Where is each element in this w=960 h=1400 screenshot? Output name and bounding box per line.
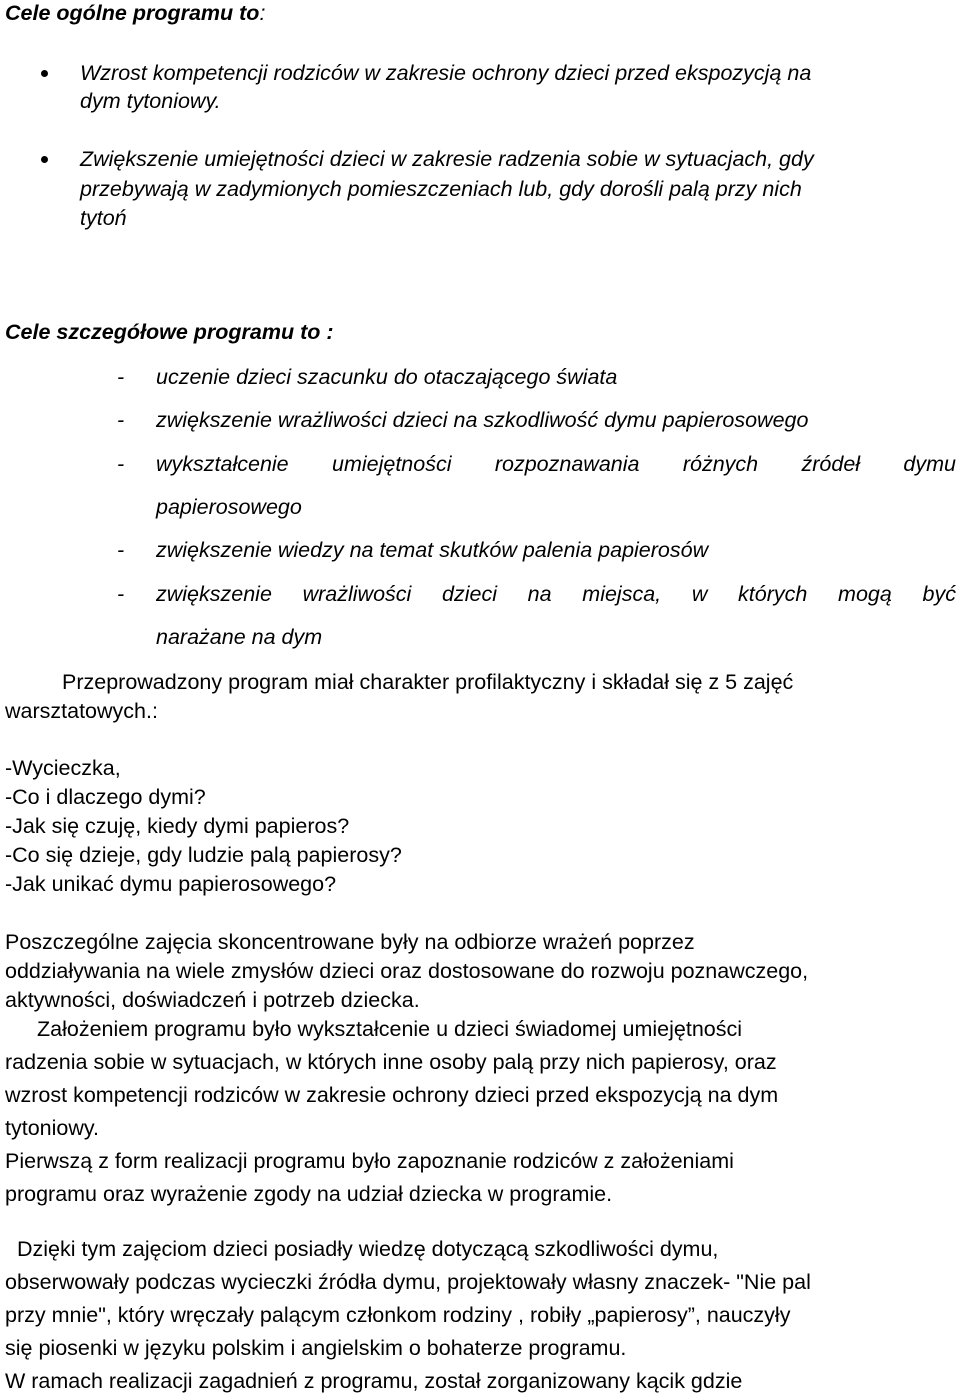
bullet-icon — [41, 70, 48, 77]
specific-goal-3-line-1: wykształcenie umiejętności rozpoznawania różnych źródeł dymu — [156, 452, 956, 476]
paragraph-2-line-4: tytoniowy. — [5, 1116, 99, 1140]
specific-goal-5-line-2: narażane na dym — [156, 625, 323, 649]
list-dash: - — [117, 452, 125, 476]
paragraph-3-line-1: Pierwszą z form realizacji programu było zapoznanie rodziców z założeniami — [5, 1149, 734, 1173]
specific-goal-2: zwiększenie wrażliwości dzieci na szkodliwość dymu papierosowego — [156, 408, 809, 432]
list-dash: - — [117, 365, 125, 389]
paragraph-5-line-1: W ramach realizacji zagadnień z programu, został zorganizowany kącik gdzie — [5, 1369, 743, 1393]
specific-goal-3-line-2: papierosowego — [156, 495, 302, 519]
specific-goal-5-line-1: zwiększenie wrażliwości dzieci na miejsca, w których mogą być — [156, 582, 956, 606]
paragraph-1-line-2: oddziaływania na wiele zmysłów dzieci oraz dostosowane do rozwoju poznawczego, — [5, 959, 809, 983]
paragraph-2-line-2: radzenia sobie w sytuacjach, w których inne osoby palą przy nich papierosy, oraz — [5, 1050, 777, 1074]
paragraph-4-line-4: się piosenki w języku polskim i angielskim o bohaterze programu. — [5, 1336, 627, 1360]
paragraph-4-line-3: przy mnie", który wręczały palącym członkom rodziny , robiły „papierosy”, nauczyły — [5, 1303, 791, 1327]
paragraph-2-line-1: Założeniem programu było wykształcenie u dzieci świadomej umiejętności — [37, 1017, 743, 1041]
program-intro-line-1: Przeprowadzony program miał charakter profilaktyczny i składał się z 5 zajęć — [62, 670, 794, 694]
session-item: -Jak się czuję, kiedy dymi papieros? — [5, 814, 350, 838]
list-dash: - — [117, 582, 125, 606]
paragraph-1-line-3: aktywności, doświadczeń i potrzeb dziecka. — [5, 988, 420, 1012]
paragraph-2-line-3: wzrost kompetencji rodziców w zakresie ochrony dzieci przed ekspozycją na dym — [5, 1083, 779, 1107]
general-goal-2-line-1: Zwiększenie umiejętności dzieci w zakresie radzenia sobie w sytuacjach, gdy — [80, 147, 814, 171]
list-dash: - — [117, 538, 125, 562]
general-goals-heading: Cele ogólne programu to: — [5, 1, 266, 25]
general-goal-2-line-3: tytoń — [80, 206, 127, 230]
general-goal-2-line-2: przebywają w zadymionych pomieszczeniach lub, gdy dorośli palą przy nich — [80, 177, 802, 201]
general-goal-1-line-1: Wzrost kompetencji rodziców w zakresie ochrony dzieci przed ekspozycją na — [80, 61, 812, 85]
session-item: -Jak unikać dymu papierosowego? — [5, 872, 337, 896]
session-item: -Co i dlaczego dymi? — [5, 785, 206, 809]
paragraph-3-line-2: programu oraz wyrażenie zgody na udział dziecka w programie. — [5, 1182, 613, 1206]
general-goal-1-line-2: dym tytoniowy. — [80, 89, 221, 113]
specific-goal-4: zwiększenie wiedzy na temat skutków palenia papierosów — [156, 538, 709, 562]
program-intro-line-2: warsztatowych.: — [5, 699, 158, 723]
paragraph-4-line-1: Dzięki tym zajęciom dzieci posiadły wiedzę dotyczącą szkodliwości dymu, — [17, 1237, 719, 1261]
specific-goal-1: uczenie dzieci szacunku do otaczającego świata — [156, 365, 618, 389]
session-item: -Co się dzieje, gdy ludzie palą papierosy? — [5, 843, 402, 867]
bullet-icon — [41, 156, 48, 163]
paragraph-1-line-1: Poszczególne zajęcia skoncentrowane były na odbiorze wrażeń poprzez — [5, 930, 695, 954]
list-dash: - — [117, 408, 125, 432]
specific-goals-heading: Cele szczegółowe programu to : — [5, 320, 334, 344]
paragraph-4-line-2: obserwowały podczas wycieczki źródła dymu, projektowały własny znaczek- "Nie pal — [5, 1270, 811, 1294]
session-item: -Wycieczka, — [5, 756, 121, 780]
